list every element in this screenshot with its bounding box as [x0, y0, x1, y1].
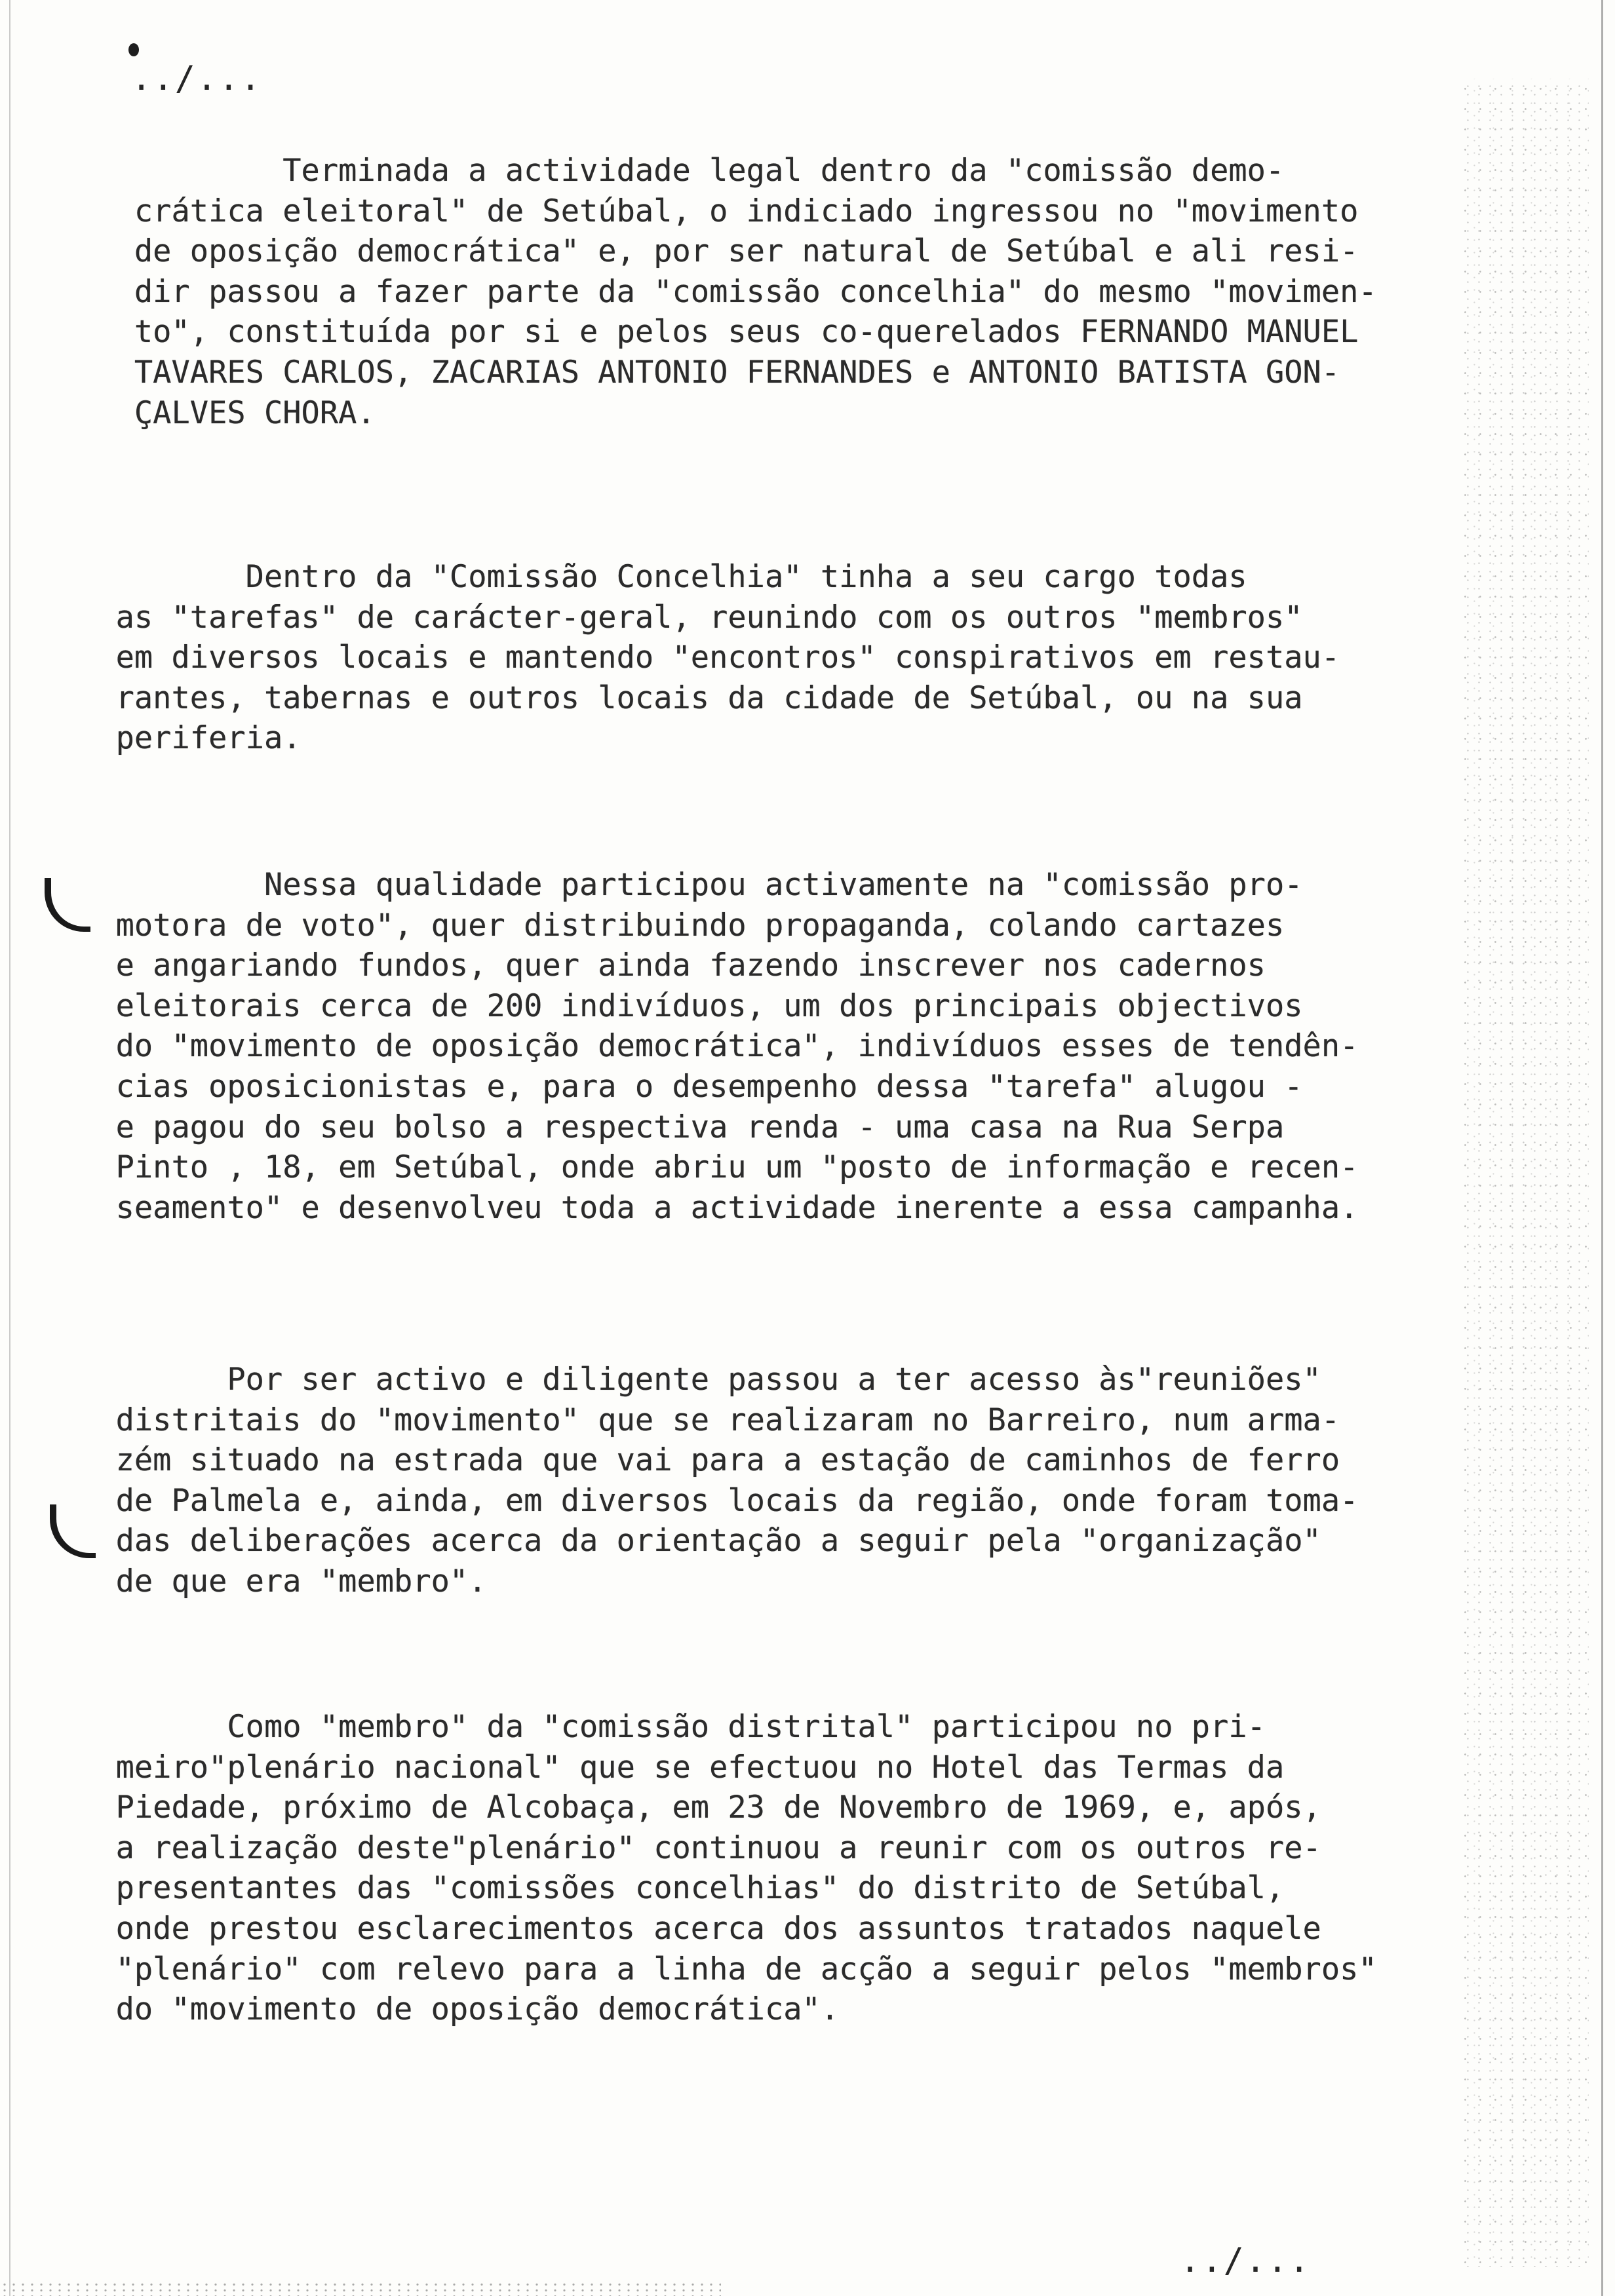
paragraph-2: Dentro da "Comissão Concelhia" tinha a seu cargo todas as "tarefas" de carácter-geral, reunindo com os outros "membros" em diversos locais e mantendo "encontros" conspirativos em restau- rantes, tabernas e outros locais da cidade de Setúbal, ou na sua periferia. [115, 559, 1340, 757]
ink-dot [128, 43, 139, 56]
paragraph-3: Nessa qualidade participou activamente na "comissão pro- motora de voto", quer distribuindo propaganda, colando cartazes e angariando fundos, quer ainda fazendo inscrever nos cadernos eleitorais cerca de 200 indivíduos, um dos principais objectivos do "movimento de oposição democrática", indivíduos esses de tendên- cias oposicionistas e, para o desempenho dessa "tarefa" alugou - e pagou do seu bolso a respectiva renda - uma casa na Rua Serpa Pinto , 18, em Setúbal, onde abriu um "posto de informação e recen- seamento" e desenvolveu toda a actividade inerente a essa campanha. [115, 867, 1359, 1226]
continuation-marker-top: ../... [131, 59, 262, 98]
scan-left-edge [9, 0, 10, 2296]
scan-noise-strip [1458, 79, 1589, 2267]
scan-bottom-noise [0, 2282, 721, 2296]
paragraph-1: Terminada a actividade legal dentro da "comissão demo- crática eleitoral" de Setúbal, o indiciado ingressou no "movimento de oposição democrática" e, por ser natural de Setúbal e ali resi- dir passou a fazer parte da "comissão concelhia" do mesmo "movimen- to", constituída por si e pelos seus co-querelados FERNANDO MANUEL TAVARES CARLOS, ZACARIAS ANTONIO FERNANDES e ANTONIO BATISTA GON- ÇALVES CHORA. [134, 153, 1377, 431]
continuation-marker-bottom: ../... [1180, 2241, 1311, 2280]
paragraph-5: Como "membro" da "comissão distrital" participou no pri- meiro"plenário nacional" que se efectuou no Hotel das Termas da Piedade, próximo de Alcobaça, em 23 de Novembro de 1969, e, após, a realização deste"plenário" continuou a reunir com os outros re- presentantes das "comissões concelhias" do distrito de Setúbal, onde prestou esclarecimentos acerca dos assuntos tratados naquele "plenário" com relevo para a linha de acção a seguir pelos "membros" do "movimento de oposição democrática". [115, 1709, 1377, 2028]
paragraph-4: Por ser activo e diligente passou a ter acesso às"reuniões" distritais do "movimento" que se realizaram no Barreiro, num arma- zém situado na estrada que vai para a estação de caminhos de ferro de Palmela e, ainda, em diversos locais da região, onde foram toma- das deliberações acerca da orientação a seguir pela "organização" de que era "membro". [115, 1362, 1359, 1599]
scan-right-edge [1601, 0, 1603, 2296]
